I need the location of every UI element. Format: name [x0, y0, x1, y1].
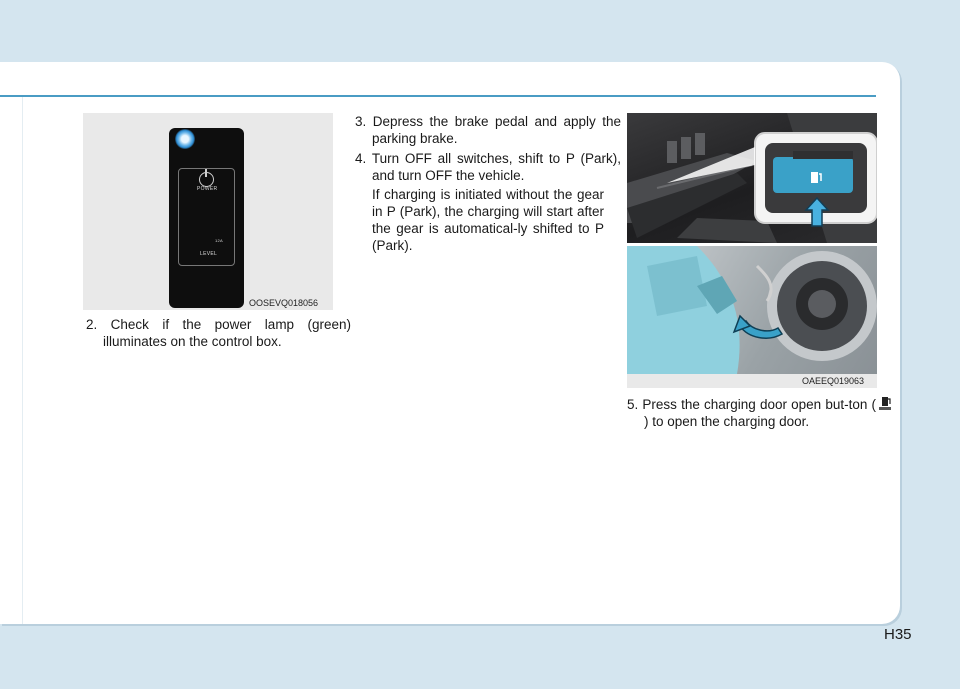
page-number: H35 [884, 626, 912, 643]
dashboard-photo [627, 113, 877, 243]
margin-line [22, 97, 23, 624]
step-4-text: 4. Turn OFF all switches, shift to P (Park), and turn OFF the vehicle. [355, 151, 621, 183]
figure-code-left: OOSEVQ018056 [249, 298, 319, 308]
press-arrow-icon [804, 196, 830, 228]
step-5-text-b: ) to open the charging door. [644, 414, 810, 429]
header-rule [0, 95, 876, 97]
power-lamp-glow-icon [175, 129, 195, 149]
figure-code-right: OAEEQ019063 [802, 376, 865, 386]
step-5-text-a: 5. Press the charging door open but-ton ( [627, 397, 876, 412]
amp-label: 12A [215, 238, 224, 243]
power-icon-bar [205, 169, 207, 177]
step-4-note: If charging is initiated without the gear in P (Park), the charging will start after the gear is automatical-ly shifted to P (Park). [372, 187, 604, 253]
step-2-text: 2. Check if the power lamp (green) illuminates on the control box. [86, 317, 351, 349]
power-label: POWER [197, 186, 218, 192]
level-label: LEVEL [200, 251, 218, 257]
opening-arrow-icon [732, 312, 788, 348]
charge-door-symbol-icon [878, 396, 892, 412]
step-3-text: 3. Depress the brake pedal and apply the parking brake. [355, 114, 621, 146]
charging-door-button-icon [809, 169, 823, 185]
step-5-text [627, 396, 894, 430]
charging-door-photo [627, 246, 877, 374]
